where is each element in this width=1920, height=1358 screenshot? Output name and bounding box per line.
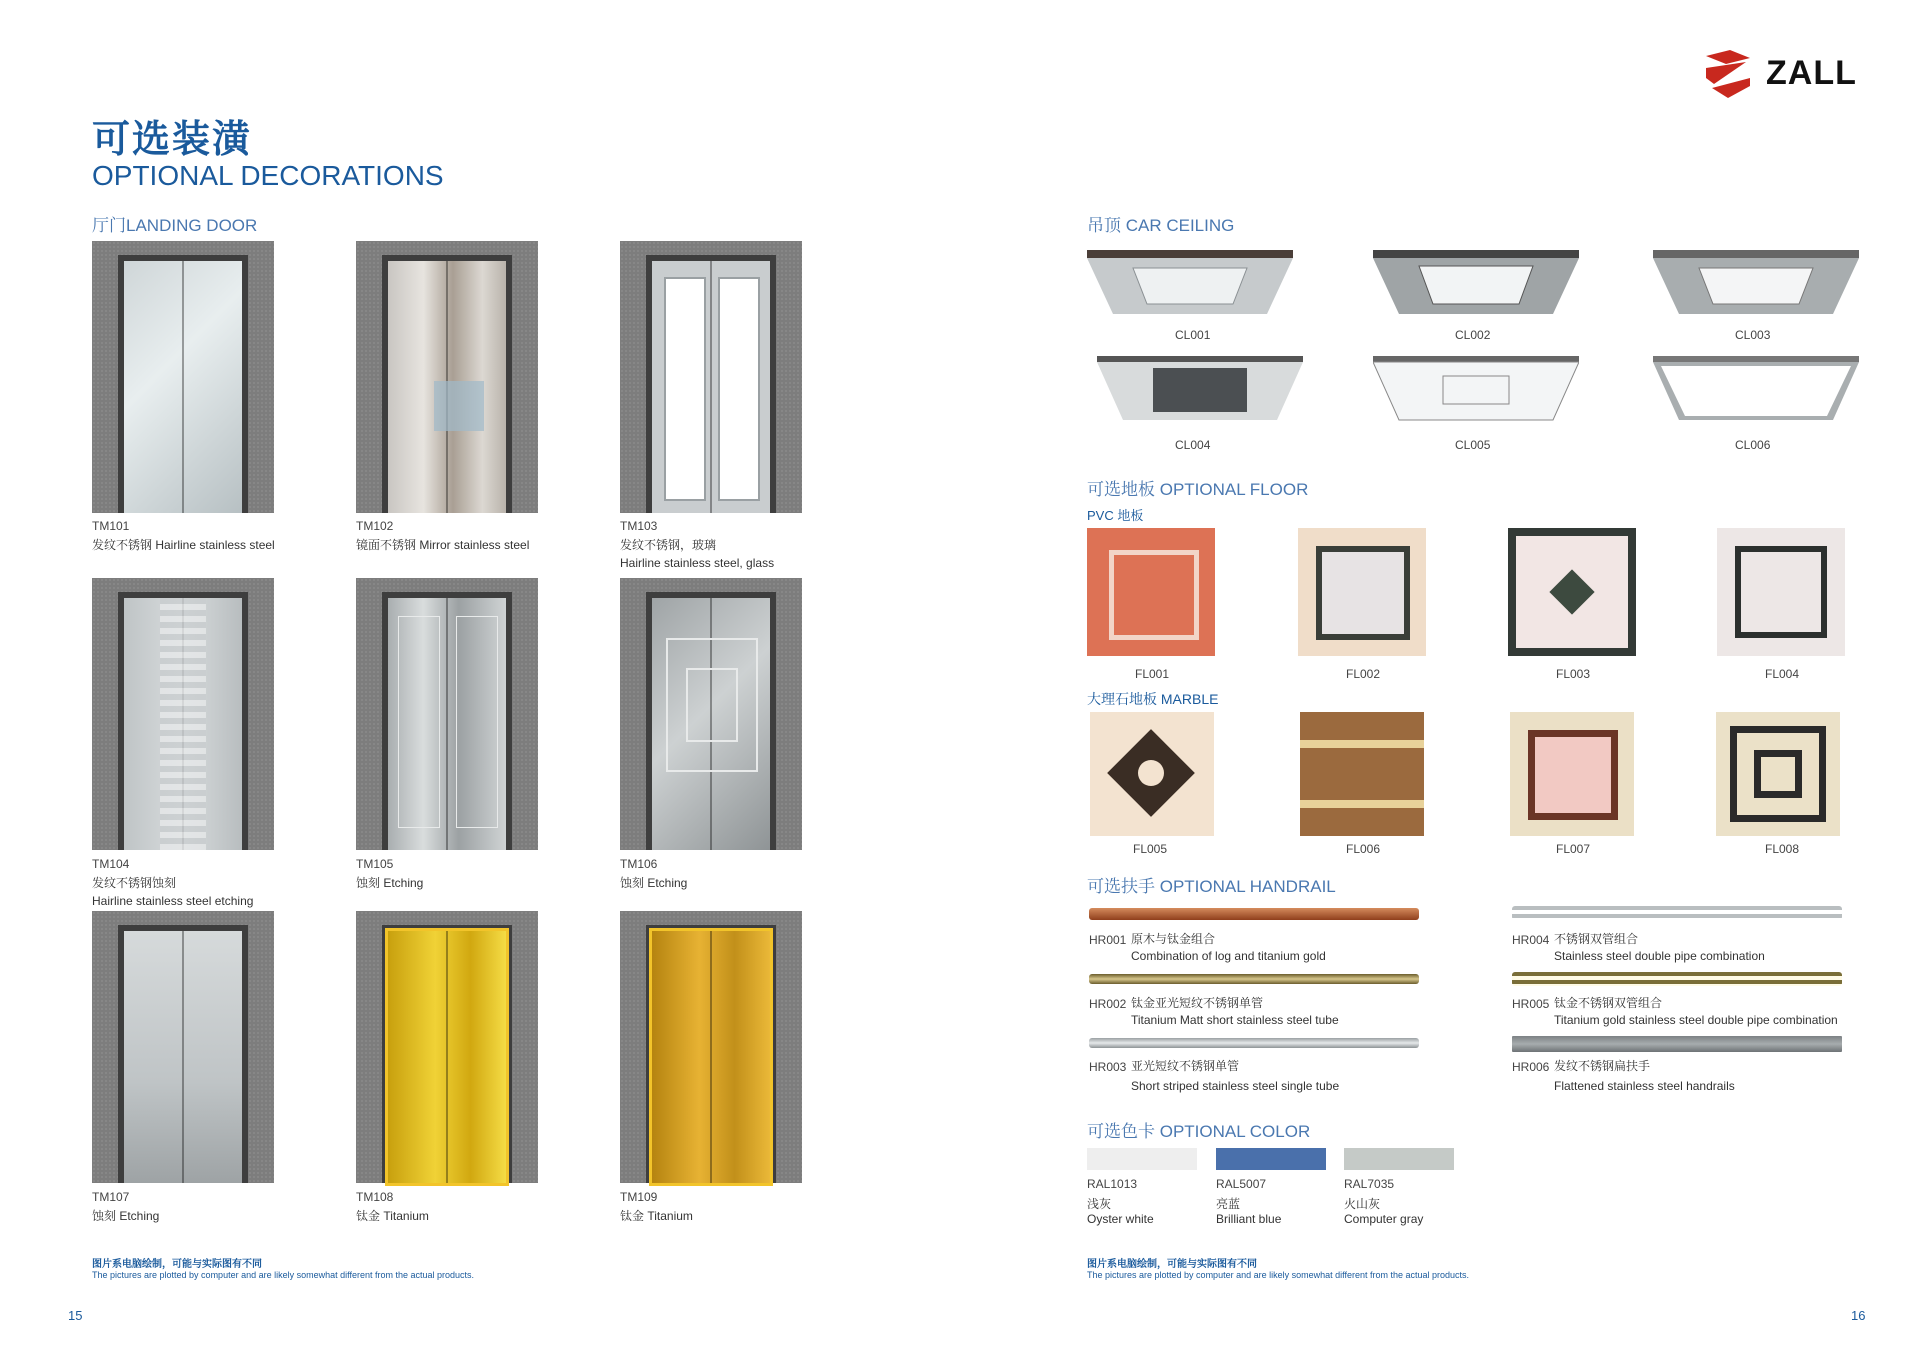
car-ceiling-heading: 吊顶 CAR CEILING — [1087, 216, 1235, 235]
door-code: TM108 — [356, 1190, 394, 1204]
pvc-floor-label: PVC 地板 — [1087, 508, 1144, 523]
handrail-code: HR002 — [1089, 997, 1127, 1011]
ceiling-code: CL004 — [1175, 438, 1211, 452]
handrail-cn: 亚光短纹不锈钢单管 — [1131, 1059, 1240, 1073]
handrail-en: Short striped stainless steel single tube — [1131, 1079, 1340, 1093]
door-caption: 发纹不锈钢，玻璃 — [620, 538, 717, 552]
door-caption: 蚀刻 Etching — [620, 876, 688, 890]
page-number-right: 16 — [1851, 1308, 1866, 1323]
ceiling-image-cl003 — [1653, 250, 1859, 322]
handrail-code: HR006 — [1512, 1060, 1550, 1074]
ceiling-image-cl005 — [1373, 356, 1579, 428]
handrail-en: Titanium gold stainless steel double pipe combination — [1554, 1013, 1838, 1027]
floor-image-fl008 — [1716, 712, 1840, 836]
handrail-image-hr005 — [1512, 972, 1842, 986]
handrail-cn: 钛金不锈钢双管组合 — [1554, 996, 1663, 1010]
door-code: TM102 — [356, 519, 394, 533]
door-code: TM105 — [356, 857, 394, 871]
floor-image-fl001 — [1087, 528, 1215, 656]
door-caption: 发纹不锈钢蚀刻 — [92, 876, 177, 890]
color-swatch-ral7035 — [1344, 1148, 1454, 1170]
handrail-en: Stainless steel double pipe combination — [1554, 949, 1765, 963]
floor-image-fl003 — [1508, 528, 1636, 656]
color-en: Computer gray — [1344, 1212, 1424, 1226]
page-title-cn: 可选装潢 — [92, 119, 253, 161]
door-image-tm103 — [620, 241, 802, 513]
ceiling-code: CL005 — [1455, 438, 1491, 452]
door-image-tm104 — [92, 578, 274, 850]
handrail-code: HR001 — [1089, 933, 1127, 947]
handrail-cn: 原木与钛金组合 — [1131, 932, 1216, 946]
floor-code: FL003 — [1556, 667, 1591, 681]
door-image-tm107 — [92, 911, 274, 1183]
floor-code: FL005 — [1133, 842, 1168, 856]
floor-code: FL007 — [1556, 842, 1591, 856]
color-code: RAL7035 — [1344, 1177, 1395, 1191]
floor-image-fl005 — [1090, 712, 1214, 836]
door-code: TM101 — [92, 519, 130, 533]
door-image-tm106 — [620, 578, 802, 850]
floor-image-fl007 — [1510, 712, 1634, 836]
footer-note-cn: 图片系电脑绘制，可能与实际图有不同 — [92, 1259, 262, 1270]
page-title-en: OPTIONAL DECORATIONS — [92, 160, 444, 191]
floor-image-fl002 — [1298, 528, 1426, 656]
ceiling-code: CL002 — [1455, 328, 1491, 342]
color-heading: 可选色卡 OPTIONAL COLOR — [1087, 1122, 1311, 1141]
door-code: TM106 — [620, 857, 658, 871]
handrail-code: HR005 — [1512, 997, 1550, 1011]
floor-image-fl004 — [1717, 528, 1845, 656]
ceiling-code: CL006 — [1735, 438, 1771, 452]
door-caption: 镜面不锈钢 Mirror stainless steel — [356, 538, 530, 552]
color-cn: 火山灰 — [1344, 1197, 1381, 1211]
floor-code: FL002 — [1346, 667, 1381, 681]
handrail-en: Combination of log and titanium gold — [1131, 949, 1326, 963]
ceiling-image-cl001 — [1087, 250, 1293, 322]
handrail-en: Flattened stainless steel handrails — [1554, 1079, 1735, 1093]
floor-heading: 可选地板 OPTIONAL FLOOR — [1087, 480, 1309, 499]
footer-note-en: The pictures are plotted by computer and are likely somewhat different from the actual products. — [92, 1270, 475, 1280]
marble-floor-label: 大理石地板 MARBLE — [1087, 691, 1219, 707]
color-code: RAL5007 — [1216, 1177, 1267, 1191]
floor-code: FL004 — [1765, 667, 1800, 681]
handrail-image-hr001 — [1089, 908, 1419, 920]
floor-code: FL008 — [1765, 842, 1800, 856]
floor-code: FL001 — [1135, 667, 1170, 681]
door-code: TM103 — [620, 519, 658, 533]
color-en: Brilliant blue — [1216, 1212, 1282, 1226]
ceiling-image-cl004 — [1097, 356, 1303, 428]
handrail-image-hr004 — [1512, 906, 1842, 920]
ceiling-image-cl002 — [1373, 250, 1579, 322]
brand-logo — [1702, 48, 1887, 100]
door-caption-en: Hairline stainless steel etching — [92, 894, 254, 908]
door-image-tm108 — [356, 911, 538, 1183]
color-cn: 浅灰 — [1087, 1197, 1112, 1211]
door-caption: 钛金 Titanium — [620, 1209, 693, 1223]
handrail-image-hr003 — [1089, 1038, 1419, 1048]
handrail-cn: 不锈钢双管组合 — [1554, 932, 1639, 946]
door-code: TM107 — [92, 1190, 130, 1204]
color-en: Oyster white — [1087, 1212, 1154, 1226]
color-swatch-ral5007 — [1216, 1148, 1326, 1170]
handrail-code: HR004 — [1512, 933, 1550, 947]
door-image-tm105 — [356, 578, 538, 850]
door-caption-en: Hairline stainless steel, glass — [620, 556, 775, 570]
door-image-tm101 — [92, 241, 274, 513]
handrail-en: Titanium Matt short stainless steel tube — [1131, 1013, 1339, 1027]
handrail-cn: 钛金亚光短纹不锈钢单管 — [1131, 996, 1264, 1010]
color-cn: 亮蓝 — [1216, 1197, 1241, 1211]
handrail-cn: 发纹不锈钢扁扶手 — [1554, 1059, 1651, 1073]
door-caption: 蚀刻 Etching — [356, 876, 424, 890]
door-caption: 钛金 Titanium — [356, 1209, 429, 1223]
handrail-image-hr002 — [1089, 974, 1419, 984]
door-code: TM109 — [620, 1190, 658, 1204]
ceiling-code: CL003 — [1735, 328, 1771, 342]
door-code: TM104 — [92, 857, 130, 871]
landing-door-heading: 厅门LANDING DOOR — [92, 216, 258, 235]
door-image-tm102 — [356, 241, 538, 513]
floor-image-fl006 — [1300, 712, 1424, 836]
ceiling-code: CL001 — [1175, 328, 1211, 342]
footer-note-cn: 图片系电脑绘制，可能与实际图有不同 — [1087, 1259, 1257, 1270]
color-code: RAL1013 — [1087, 1177, 1138, 1191]
floor-code: FL006 — [1346, 842, 1381, 856]
ceiling-image-cl006 — [1653, 356, 1859, 428]
footer-note-en: The pictures are plotted by computer and are likely somewhat different from the actual products. — [1087, 1270, 1470, 1280]
door-caption: 发纹不锈钢 Hairline stainless steel — [92, 538, 275, 552]
handrail-heading: 可选扶手 OPTIONAL HANDRAIL — [1087, 877, 1336, 896]
color-swatch-ral1013 — [1087, 1148, 1197, 1170]
zall-logo-icon — [1702, 48, 1758, 100]
page-number-left: 15 — [68, 1308, 83, 1323]
handrail-code: HR003 — [1089, 1060, 1127, 1074]
door-caption: 蚀刻 Etching — [92, 1209, 160, 1223]
logo-text: ZALL — [1766, 54, 1857, 92]
handrail-image-hr006 — [1512, 1036, 1842, 1052]
door-image-tm109 — [620, 911, 802, 1183]
